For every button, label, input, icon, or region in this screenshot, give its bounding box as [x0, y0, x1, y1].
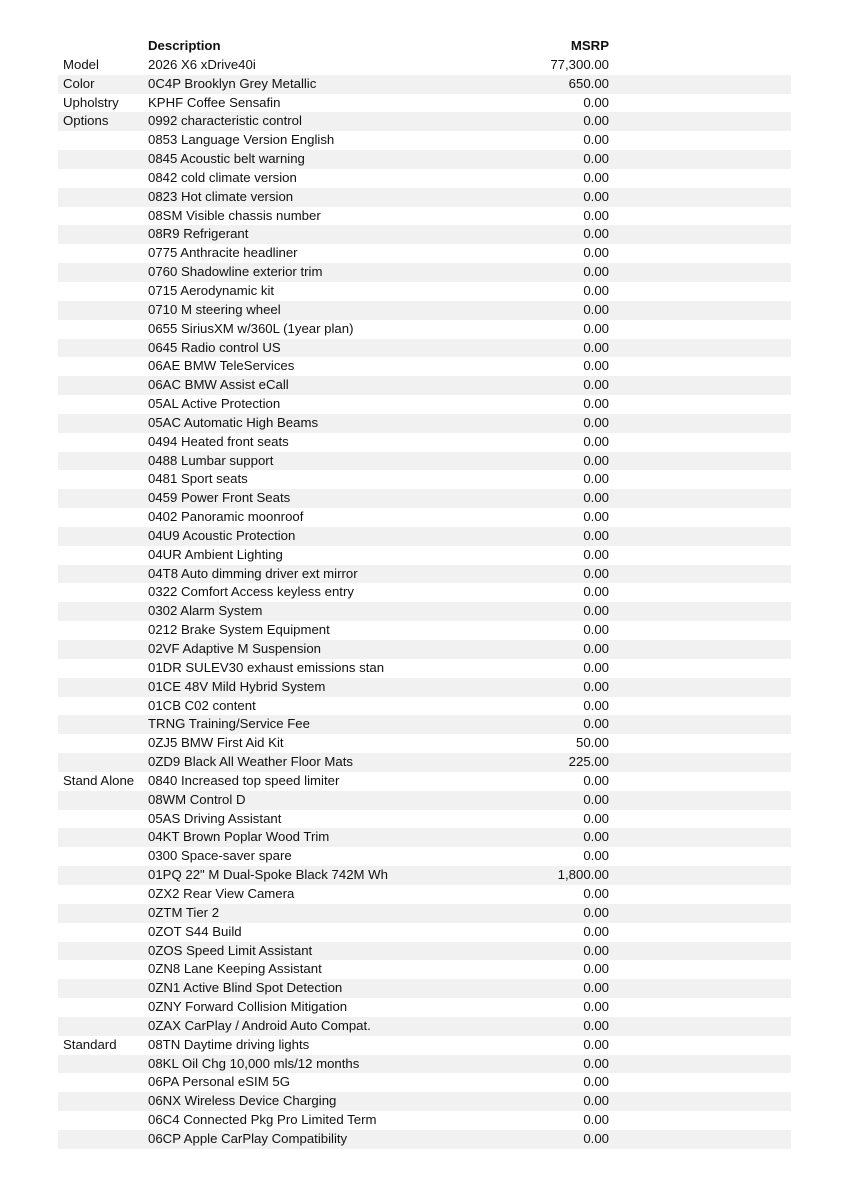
row-msrp: 0.00 — [583, 641, 609, 656]
table-row — [58, 395, 791, 414]
row-msrp: 0.00 — [583, 396, 609, 412]
row-description: KPHF Coffee Sensafin — [148, 94, 281, 110]
row-msrp: 1,800.00 — [557, 867, 609, 883]
table-row — [58, 734, 791, 753]
row-msrp: 0.00 — [583, 810, 609, 826]
row-msrp: 0.00 — [583, 113, 609, 129]
row-category: Model — [63, 56, 99, 72]
row-msrp: 0.00 — [583, 546, 609, 562]
table-row — [58, 847, 791, 866]
row-description: 0775 Anthracite headliner — [148, 245, 298, 261]
table-row — [58, 1130, 791, 1149]
row-description: 04KT Brown Poplar Wood Trim — [148, 829, 330, 845]
header-description: Description — [148, 38, 221, 53]
row-description: 0ZJ5 BMW First Aid Kit — [148, 735, 284, 751]
row-description: 06AC BMW Assist eCall — [148, 377, 289, 393]
row-description: 0322 Comfort Access keyless entry — [148, 584, 354, 600]
row-description: 05AC Automatic High Beams — [148, 414, 319, 430]
table-row — [58, 715, 791, 734]
table-row — [58, 546, 791, 565]
table-row — [58, 772, 791, 791]
row-msrp: 0.00 — [583, 1017, 609, 1033]
table-row — [58, 207, 791, 226]
row-msrp: 0.00 — [583, 716, 609, 732]
row-description: 05AS Driving Assistant — [148, 810, 282, 826]
row-msrp: 0.00 — [583, 377, 609, 393]
row-description: 06PA Personal eSIM 5G — [148, 1074, 290, 1090]
table-row — [58, 357, 791, 376]
row-msrp: 225.00 — [568, 754, 609, 770]
row-description: 0ZX2 Rear View Camera — [148, 885, 295, 901]
table-row — [58, 565, 791, 584]
table-row — [58, 188, 791, 207]
row-description: 0402 Panoramic moonroof — [148, 509, 304, 525]
row-description: 0212 Brake System Equipment — [148, 622, 330, 638]
row-msrp: 0.00 — [583, 245, 609, 261]
row-description: 2026 X6 xDrive40i — [148, 56, 256, 72]
table-row — [58, 640, 791, 659]
row-msrp: 0.00 — [583, 452, 609, 468]
row-category: Stand Alone — [63, 772, 135, 788]
table-row — [58, 866, 791, 885]
row-msrp: 0.00 — [583, 603, 609, 619]
row-msrp: 0.00 — [583, 961, 609, 977]
table-row — [58, 791, 791, 810]
row-msrp: 0.00 — [583, 1055, 609, 1071]
row-description: 0645 Radio control US — [148, 339, 281, 355]
row-msrp: 0.00 — [583, 471, 609, 487]
row-description: 0842 cold climate version — [148, 169, 297, 185]
row-msrp: 0.00 — [583, 188, 609, 204]
table-row — [58, 470, 791, 489]
row-msrp: 0.00 — [583, 980, 609, 996]
table-row — [58, 828, 791, 847]
row-msrp: 0.00 — [583, 565, 609, 581]
row-description: 0845 Acoustic belt warning — [148, 151, 305, 167]
row-description: 0715 Aerodynamic kit — [148, 282, 275, 298]
table-row — [58, 1111, 791, 1130]
row-msrp: 0.00 — [583, 264, 609, 280]
table-row — [58, 263, 791, 282]
row-description: 06NX Wireless Device Charging — [148, 1093, 337, 1109]
row-description: 0302 Alarm System — [148, 603, 263, 619]
row-msrp: 0.00 — [583, 829, 609, 845]
table-row — [58, 244, 791, 263]
row-description: 08KL Oil Chg 10,000 mls/12 months — [148, 1055, 360, 1071]
row-msrp: 0.00 — [583, 1093, 609, 1109]
row-msrp: 0.00 — [583, 358, 609, 374]
row-description: 01PQ 22" M Dual-Spoke Black 742M Wh — [148, 867, 388, 883]
row-description: 0840 Increased top speed limiter — [148, 772, 340, 788]
table-row — [58, 414, 791, 433]
table-header — [58, 37, 791, 56]
row-description: 01DR SULEV30 exhaust emissions stan — [148, 659, 385, 675]
row-msrp: 0.00 — [583, 622, 609, 638]
row-msrp: 0.00 — [583, 320, 609, 336]
table-row — [58, 602, 791, 621]
row-description: 0ZN8 Lane Keeping Assistant — [148, 961, 322, 977]
table-row — [58, 112, 791, 131]
row-description: 04UR Ambient Lighting — [148, 546, 283, 562]
table-row — [58, 169, 791, 188]
table-row — [58, 320, 791, 339]
row-description: 0494 Heated front seats — [148, 433, 289, 449]
row-description: 05AL Active Protection — [148, 396, 281, 412]
row-description: 0ZNY Forward Collision Mitigation — [148, 999, 348, 1015]
row-msrp: 0.00 — [583, 923, 609, 939]
table-row — [58, 697, 791, 716]
row-description: 0992 characteristic control — [148, 113, 302, 129]
row-description: 0488 Lumbar support — [148, 452, 274, 468]
table-row — [58, 1073, 791, 1092]
table-row — [58, 56, 791, 75]
row-msrp: 650.00 — [568, 75, 609, 91]
row-msrp: 0.00 — [583, 904, 609, 920]
row-description: 01CE 48V Mild Hybrid System — [148, 678, 326, 694]
table-row — [58, 621, 791, 640]
row-msrp: 0.00 — [583, 151, 609, 167]
row-msrp: 0.00 — [583, 772, 609, 788]
table-row — [58, 885, 791, 904]
row-description: 0300 Space-saver spare — [148, 848, 292, 864]
table-row — [58, 301, 791, 320]
row-description: 08TN Daytime driving lights — [148, 1036, 310, 1052]
table-row — [58, 489, 791, 508]
row-msrp: 0.00 — [583, 885, 609, 901]
table-row — [58, 979, 791, 998]
row-msrp: 0.00 — [583, 301, 609, 317]
row-description: 0ZD9 Black All Weather Floor Mats — [148, 754, 353, 770]
row-msrp: 0.00 — [583, 207, 609, 223]
table-row — [58, 433, 791, 452]
table-body — [58, 56, 791, 1149]
row-description: 0ZOS Speed Limit Assistant — [148, 942, 313, 958]
table-row — [58, 942, 791, 961]
row-category: Color — [63, 75, 95, 91]
row-description: 0ZAX CarPlay / Android Auto Compat. — [148, 1017, 371, 1033]
row-description: 04T8 Auto dimming driver ext mirror — [148, 565, 358, 581]
table-row — [58, 810, 791, 829]
row-msrp: 0.00 — [583, 999, 609, 1015]
row-msrp: 0.00 — [583, 1112, 609, 1128]
row-msrp: 0.00 — [583, 1130, 609, 1146]
row-description: 0ZOT S44 Build — [148, 923, 242, 939]
row-description: 02VF Adaptive M Suspension — [148, 641, 322, 656]
row-description: 06C4 Connected Pkg Pro Limited Term — [148, 1112, 377, 1128]
table-row — [58, 678, 791, 697]
table-row — [58, 659, 791, 678]
table-row — [58, 508, 791, 527]
table-row — [58, 753, 791, 772]
table-row — [58, 904, 791, 923]
row-msrp: 0.00 — [583, 490, 609, 506]
table-row — [58, 131, 791, 150]
row-msrp: 0.00 — [583, 1074, 609, 1090]
row-msrp: 0.00 — [583, 1036, 609, 1052]
table-row — [58, 94, 791, 113]
row-msrp: 0.00 — [583, 942, 609, 958]
table-row — [58, 1055, 791, 1074]
row-description: 04U9 Acoustic Protection — [148, 527, 296, 543]
row-msrp: 0.00 — [583, 659, 609, 675]
table-row — [58, 75, 791, 94]
table-row — [58, 527, 791, 546]
table-row — [58, 150, 791, 169]
row-msrp: 77,300.00 — [550, 56, 609, 72]
row-description: 0760 Shadowline exterior trim — [148, 264, 323, 280]
row-description: 06CP Apple CarPlay Compatibility — [148, 1130, 348, 1146]
table-row — [58, 1092, 791, 1111]
table-row — [58, 960, 791, 979]
table-row — [58, 339, 791, 358]
row-msrp: 0.00 — [583, 282, 609, 298]
row-description: 0655 SiriusXM w/360L (1year plan) — [148, 320, 354, 336]
row-description: 08SM Visible chassis number — [148, 207, 321, 223]
row-description: 0C4P Brooklyn Grey Metallic — [148, 75, 317, 91]
table-row — [58, 923, 791, 942]
table-row — [58, 583, 791, 602]
row-description: 01CB C02 content — [148, 697, 256, 713]
row-description: 0459 Power Front Seats — [148, 490, 291, 506]
row-description: 06AE BMW TeleServices — [148, 358, 295, 374]
row-description: 08WM Control D — [148, 791, 246, 807]
table-row — [58, 1017, 791, 1036]
row-description: 0853 Language Version English — [148, 132, 335, 148]
row-msrp: 0.00 — [583, 848, 609, 864]
row-category: Upholstry — [63, 94, 119, 110]
row-description: 0ZTM Tier 2 — [148, 904, 220, 920]
table-row — [58, 1036, 791, 1055]
table-row — [58, 282, 791, 301]
row-description: 0710 M steering wheel — [148, 301, 281, 317]
row-category: Options — [63, 113, 109, 129]
table-row — [58, 452, 791, 471]
row-msrp: 0.00 — [583, 94, 609, 110]
header-msrp: MSRP — [570, 38, 609, 53]
row-msrp: 0.00 — [583, 339, 609, 355]
row-description: 0823 Hot climate version — [148, 188, 294, 204]
row-msrp: 0.00 — [583, 433, 609, 449]
row-msrp: 0.00 — [583, 132, 609, 148]
row-msrp: 0.00 — [583, 527, 609, 543]
row-msrp: 0.00 — [583, 414, 609, 430]
row-msrp: 0.00 — [583, 697, 609, 713]
row-description: 08R9 Refrigerant — [148, 226, 249, 242]
row-description: 0481 Sport seats — [148, 471, 248, 487]
row-msrp: 0.00 — [583, 584, 609, 600]
table-row — [58, 376, 791, 395]
row-description: TRNG Training/Service Fee — [148, 716, 310, 732]
row-msrp: 0.00 — [583, 226, 609, 242]
price-sheet — [58, 37, 791, 1149]
table-row — [58, 225, 791, 244]
row-msrp: 0.00 — [583, 509, 609, 525]
row-msrp: 0.00 — [583, 169, 609, 185]
row-msrp: 0.00 — [583, 678, 609, 694]
table-row — [58, 998, 791, 1017]
row-description: 0ZN1 Active Blind Spot Detection — [148, 980, 343, 996]
row-msrp: 0.00 — [583, 791, 609, 807]
row-msrp: 50.00 — [575, 735, 609, 751]
row-category: Standard — [63, 1036, 117, 1052]
